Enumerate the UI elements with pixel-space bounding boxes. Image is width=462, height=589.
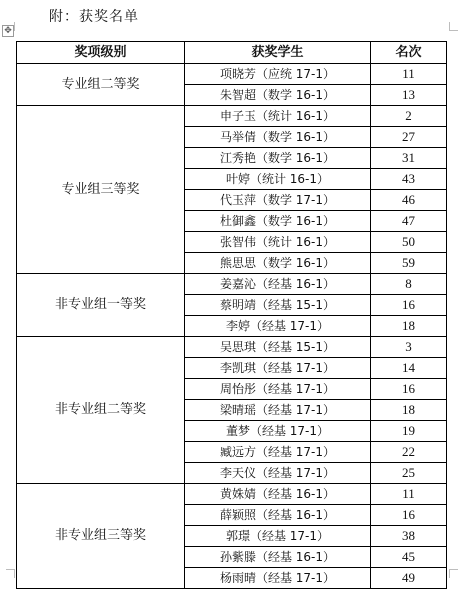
- page-corner-mark: [6, 569, 15, 578]
- student-cell: 张智伟（统计 16-1）: [185, 232, 371, 253]
- table-row: [17, 64, 447, 85]
- student-cell: 项晓芳（应统 17-1）: [185, 64, 371, 85]
- rank-cell: 49: [371, 568, 447, 589]
- rank-cell: 50: [371, 232, 447, 253]
- rank-cell: 31: [371, 148, 447, 169]
- award-category-cell: 专业组三等奖: [17, 106, 185, 274]
- rank-cell: 16: [371, 505, 447, 526]
- award-category-cell: 非专业组一等奖: [17, 274, 185, 337]
- student-cell: 李婷（经基 17-1）: [185, 316, 371, 337]
- student-cell: 薛颖照（经基 16-1）: [185, 505, 371, 526]
- page-corner-mark: [449, 569, 458, 578]
- student-cell: 杨雨晴（经基 17-1）: [185, 568, 371, 589]
- rank-cell: 18: [371, 400, 447, 421]
- rank-cell: 18: [371, 316, 447, 337]
- student-cell: 朱智超（数学 16-1）: [185, 85, 371, 106]
- rank-cell: 2: [371, 106, 447, 127]
- header-student: 获奖学生: [185, 42, 371, 64]
- rank-cell: 27: [371, 127, 447, 148]
- rank-cell: 47: [371, 211, 447, 232]
- rank-cell: 11: [371, 64, 447, 85]
- student-cell: 李天仪（经基 17-1）: [185, 463, 371, 484]
- rank-cell: 14: [371, 358, 447, 379]
- table-row: [17, 274, 447, 295]
- table-header-row: [17, 42, 447, 64]
- rank-cell: 45: [371, 547, 447, 568]
- student-cell: 黄姝婧（经基 16-1）: [185, 484, 371, 505]
- student-cell: 周怡彤（经基 17-1）: [185, 379, 371, 400]
- award-category-cell: 非专业组三等奖: [17, 484, 185, 589]
- student-cell: 代玉萍（数学 17-1）: [185, 190, 371, 211]
- student-cell: 蔡明靖（经基 15-1）: [185, 295, 371, 316]
- student-cell: 臧远方（经基 17-1）: [185, 442, 371, 463]
- table-row: [17, 484, 447, 505]
- student-cell: 叶婷（统计 16-1）: [185, 169, 371, 190]
- award-category-cell: 专业组二等奖: [17, 64, 185, 106]
- rank-cell: 59: [371, 253, 447, 274]
- rank-cell: 43: [371, 169, 447, 190]
- student-cell: 申子玉（统计 16-1）: [185, 106, 371, 127]
- student-cell: 姜嘉沁（经基 16-1）: [185, 274, 371, 295]
- awards-table: [16, 41, 447, 589]
- header-rank: 名次: [371, 42, 447, 64]
- rank-cell: 8: [371, 274, 447, 295]
- table-row: [17, 106, 447, 127]
- rank-cell: 13: [371, 85, 447, 106]
- student-cell: 马举倩（数学 16-1）: [185, 127, 371, 148]
- student-cell: 郭璟（经基 17-1）: [185, 526, 371, 547]
- table-move-handle-icon[interactable]: ✥: [2, 25, 14, 37]
- rank-cell: 11: [371, 484, 447, 505]
- student-cell: 杜御鑫（数学 16-1）: [185, 211, 371, 232]
- student-cell: 江秀艳（数学 16-1）: [185, 148, 371, 169]
- student-cell: 梁晴瑶（经基 17-1）: [185, 400, 371, 421]
- rank-cell: 22: [371, 442, 447, 463]
- rank-cell: 46: [371, 190, 447, 211]
- page-corner-mark: [449, 22, 458, 31]
- rank-cell: 25: [371, 463, 447, 484]
- rank-cell: 16: [371, 295, 447, 316]
- rank-cell: 3: [371, 337, 447, 358]
- student-cell: 熊思思（数学 16-1）: [185, 253, 371, 274]
- rank-cell: 19: [371, 421, 447, 442]
- header-category: 奖项级别: [17, 42, 185, 64]
- student-cell: 董梦（经基 17-1）: [185, 421, 371, 442]
- student-cell: 孙紫滕（经基 16-1）: [185, 547, 371, 568]
- award-category-cell: 非专业组二等奖: [17, 337, 185, 484]
- document-title: 附：获奖名单: [49, 9, 139, 25]
- rank-cell: 38: [371, 526, 447, 547]
- student-cell: 吴思琪（经基 15-1）: [185, 337, 371, 358]
- rank-cell: 16: [371, 379, 447, 400]
- student-cell: 李凯琪（经基 17-1）: [185, 358, 371, 379]
- table-row: [17, 337, 447, 358]
- table-body: [17, 64, 447, 589]
